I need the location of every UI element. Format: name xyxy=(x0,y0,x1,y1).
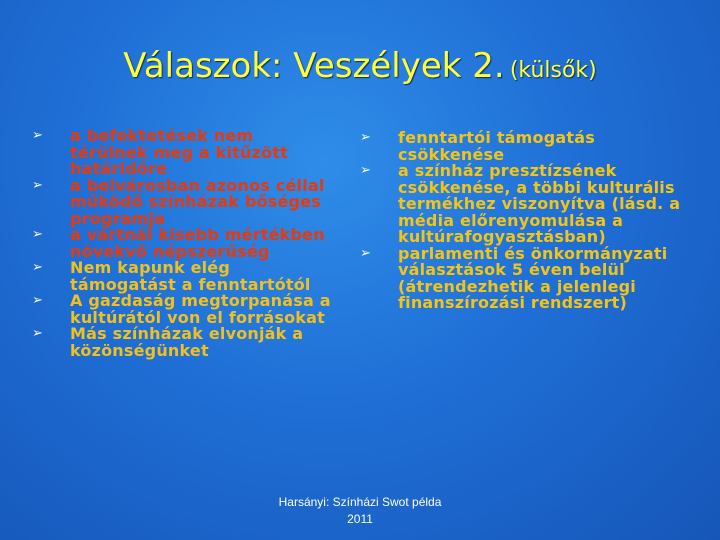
arrow-bullet-icon: ➢ xyxy=(32,177,44,193)
arrow-bullet-icon: ➢ xyxy=(32,326,44,341)
bullet-text: a befektetések nem térülnek meg a kitűzött határidőre xyxy=(70,126,288,178)
bullet-item xyxy=(360,243,700,312)
arrow-bullet-icon: ➢ xyxy=(360,130,372,145)
bullet-text: a belvárosban azonos céllal működő színházak bőséges programja xyxy=(70,175,325,228)
right-bullet-list xyxy=(360,130,700,312)
bullet-item xyxy=(32,326,332,359)
bullet-item xyxy=(32,175,332,228)
bullet-text: A gazdaság megtorpanása a kultúrától von el forrásokat xyxy=(70,291,331,327)
left-bullet-list xyxy=(32,128,332,359)
slide-title-sub: (külsők) xyxy=(509,58,597,83)
bullet-item xyxy=(32,260,332,293)
bullet-item xyxy=(360,163,700,246)
footer-line-1: Harsányi: Színházi Swot példa xyxy=(278,495,442,509)
bullet-text: Más színházak elvonják a közönségünket xyxy=(70,324,304,360)
bullet-text: parlamenti és önkormányzati választások 5 éven belül (átrendezhetik a jelenlegi finanszírozási rendszert) xyxy=(398,243,668,312)
bullet-text: fenntartói támogatás csökkenése xyxy=(398,128,595,164)
arrow-bullet-icon: ➢ xyxy=(360,245,372,261)
arrow-bullet-icon: ➢ xyxy=(32,227,44,242)
arrow-bullet-icon: ➢ xyxy=(32,128,44,143)
bullet-item xyxy=(32,227,332,260)
arrow-bullet-icon: ➢ xyxy=(32,260,44,275)
bullet-text: Nem kapunk elég támogatást a fenntartótól xyxy=(70,258,311,294)
slide-title-main: Válaszok: Veszélyek 2. xyxy=(123,46,505,86)
bullet-item xyxy=(360,130,700,163)
arrow-bullet-icon: ➢ xyxy=(360,163,372,178)
bullet-text: a vártnál kisebb mértékben növekvő népszerűség xyxy=(70,225,325,261)
bullet-item xyxy=(32,128,332,178)
arrow-bullet-icon: ➢ xyxy=(32,293,44,308)
bullet-text: a színház presztízsének csökkenése, a többi kulturális termékhez viszonyítva (lásd. a média előrenyomulása a kultúrafogyasztásban) xyxy=(398,161,681,246)
footer-line-2: 2011 xyxy=(347,512,373,526)
slide-title xyxy=(0,46,720,86)
bullet-item xyxy=(32,293,332,326)
slide-footer xyxy=(240,494,480,528)
